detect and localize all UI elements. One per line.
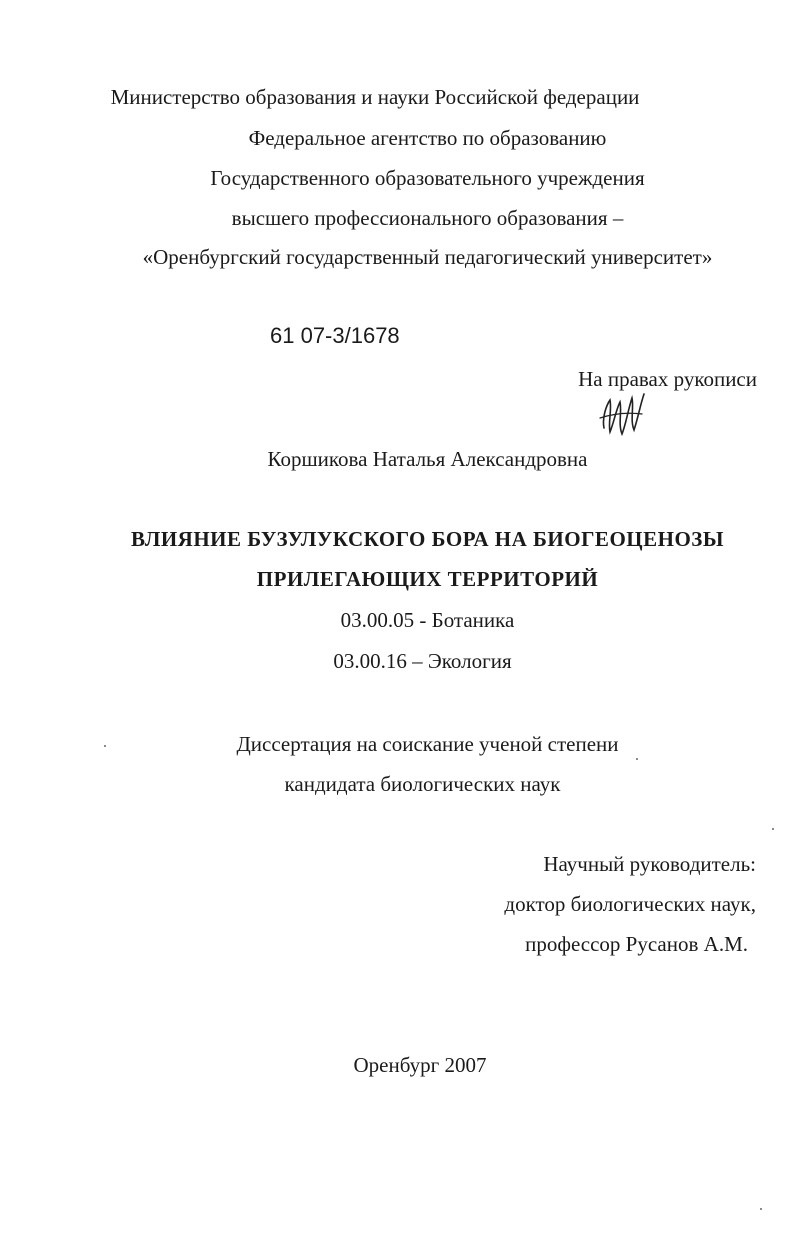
agency-line: Федеральное агентство по образованию — [248, 126, 607, 150]
manuscript-note: На правах рукописи — [578, 367, 757, 391]
supervisor-degree: доктор биологических наук, — [504, 892, 756, 916]
scan-speck — [772, 828, 774, 830]
supervisor-label: Научный руководитель: — [543, 852, 756, 876]
author-name: Коршикова Наталья Александровна — [267, 447, 588, 471]
degree-line-1: Диссертация на соискание ученой степени — [236, 732, 619, 756]
specialty-code: 03.00.16 – Экология — [333, 649, 512, 673]
institution-line: Государственного образовательного учреждения — [210, 166, 645, 190]
scan-speck — [760, 1208, 762, 1210]
scan-speck — [636, 758, 638, 760]
specialty-code: 03.00.05 - Ботаника — [340, 608, 515, 632]
scan-speck — [104, 745, 106, 747]
handwritten-signature-icon — [596, 388, 648, 440]
university-name: «Оренбургский государственный педагогический университет» — [142, 245, 713, 269]
archive-number: 61 07-3/1678 — [270, 323, 400, 348]
supervisor-name: профессор Русанов А.М. — [525, 932, 748, 956]
degree-line-2: кандидата биологических наук — [284, 772, 561, 796]
ministry-line: Министерство образования и науки Российской федерации — [110, 85, 640, 109]
education-level-line: высшего профессионального образования – — [231, 206, 624, 230]
dissertation-title-line-1: ВЛИЯНИЕ БУЗУЛУКСКОГО БОРА НА БИОГЕОЦЕНОЗЫ — [130, 527, 724, 551]
city-year: Оренбург 2007 — [353, 1053, 487, 1077]
dissertation-title-line-2: ПРИЛЕГАЮЩИХ ТЕРРИТОРИЙ — [256, 567, 599, 591]
